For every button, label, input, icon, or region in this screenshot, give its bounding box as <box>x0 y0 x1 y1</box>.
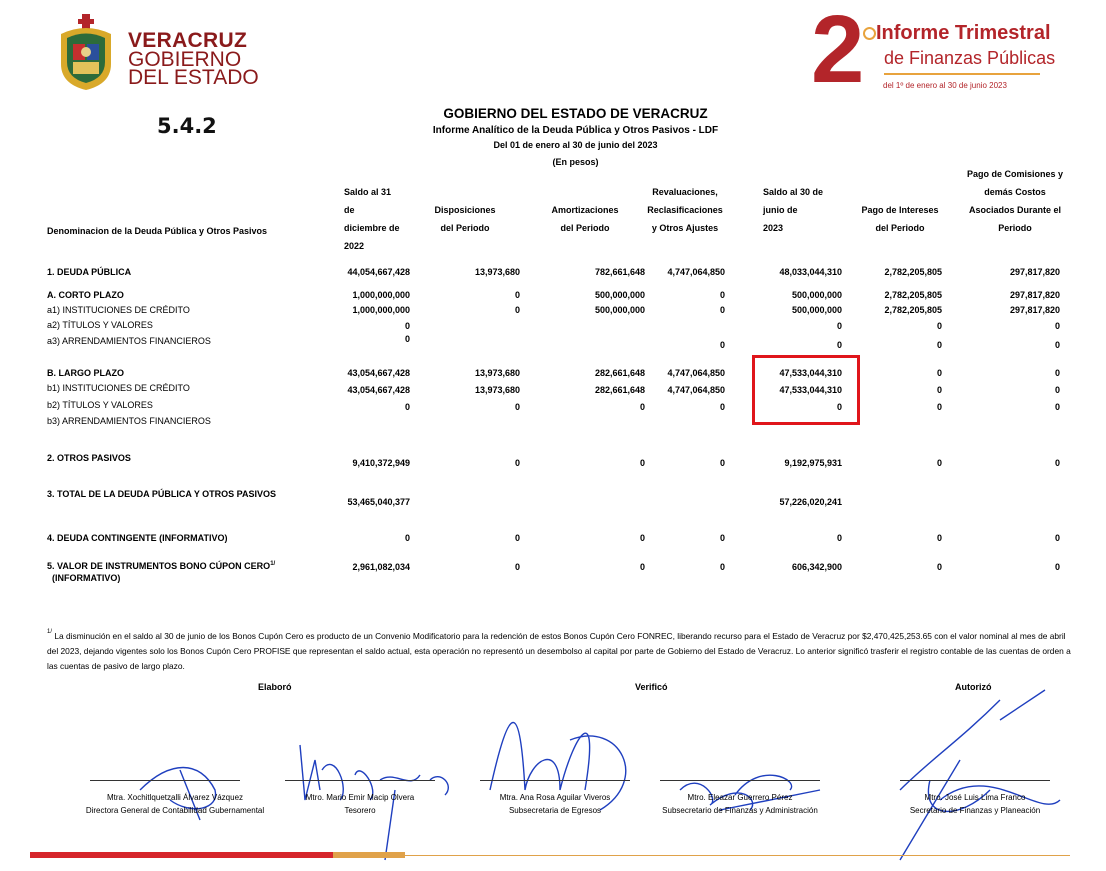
row-label-a3: a3) ARRENDAMIENTOS FINANCIEROS <box>47 336 211 346</box>
cell: 0 <box>514 402 520 412</box>
cell: 0 <box>1054 321 1060 331</box>
signature-line <box>660 780 820 781</box>
cell: 282,661,648 <box>594 385 645 395</box>
row-label-b2: b2) TÍTULOS Y VALORES <box>47 400 153 410</box>
footer-bar-gold <box>333 852 405 858</box>
signer-title: Subsecretaria de Egresos <box>508 806 602 815</box>
cell: 47,533,044,310 <box>779 385 842 395</box>
cell: 13,973,680 <box>474 368 520 378</box>
cell: 53,465,040,377 <box>347 497 410 507</box>
cell: 2,782,205,805 <box>884 290 942 300</box>
cell: 0 <box>514 458 520 468</box>
cell: 0 <box>836 321 842 331</box>
cell: 0 <box>936 533 942 543</box>
row-label-largo-plazo: B. LARGO PLAZO <box>47 368 124 378</box>
document-units: (En pesos) <box>552 157 599 167</box>
cell: 500,000,000 <box>594 305 645 315</box>
informe-trimestral-title: Informe Trimestral <box>876 22 1051 44</box>
cell: 0 <box>836 533 842 543</box>
signature-line <box>90 780 240 781</box>
cell: 0 <box>936 402 942 412</box>
cell: 44,054,667,428 <box>347 267 410 277</box>
cell: 0 <box>719 402 725 412</box>
cell: 0 <box>514 305 520 315</box>
cell: 0 <box>514 290 520 300</box>
cell: 0 <box>1054 385 1060 395</box>
cell: 0 <box>404 402 410 412</box>
cell: 13,973,680 <box>474 385 520 395</box>
autorizo-label: Autorizó <box>955 682 992 692</box>
cell: 43,054,667,428 <box>347 385 410 395</box>
cell: 500,000,000 <box>594 290 645 300</box>
row-label-bono-cupon-cero: 5. VALOR DE INSTRUMENTOS BONO CÚPON $CERO^{1/}$ <box>47 561 276 571</box>
footer-bar-red <box>30 852 333 858</box>
footnote-text: La disminución en el saldo al 30 de junio de los Bonos Cupón Cero es producto de un Convenio Modificatorio para la redención de estos Bonos Cupón Cero FONREC, liberando recurso para el Estado de Veracruz por $2,470,425,253.65 con el valor nominal al mes de abril del 2023, dejando vigentes solo los Bonos Cupón Cero PROFISE que representan el saldo actual, esta operación no representó un desembolso al capital por parte de Gobierno del Estado de Veracruz. Lo anterior significó trasferir el registro contable de las cuentas de orden a las cuentas de pasivo de largo plazo. <box>47 631 1071 672</box>
cell: 0 <box>836 340 842 350</box>
cell: 0 <box>514 533 520 543</box>
signature-line <box>285 780 435 781</box>
cell: 9,192,975,931 <box>784 458 842 468</box>
footnote-mark: 1/ <box>47 629 53 635</box>
document-title: GOBIERNO DEL ESTADO DE VERACRUZ <box>443 106 708 121</box>
col-header-saldo-2023: Saldo al 30 de junio de 2023 <box>763 187 824 233</box>
col-header-pago-comisiones: Pago de Comisiones y demás Costos Asociados Durante el Periodo <box>966 169 1064 233</box>
veracruz-coat-of-arms-logo <box>55 14 117 90</box>
cell: 0 <box>639 562 645 572</box>
signature-line <box>900 780 1050 781</box>
row-label-deuda-contingente: 4. DEUDA CONTINGENTE (INFORMATIVO) <box>47 533 228 543</box>
cell: 2,782,205,805 <box>884 267 942 277</box>
footnote <box>47 629 1077 675</box>
finanzas-publicas-title: de Finanzas Públicas <box>884 48 1056 68</box>
cell: 0 <box>1054 562 1060 572</box>
cell: 0 <box>936 368 942 378</box>
cell: 4,747,064,850 <box>667 385 725 395</box>
row-label-b1: b1) INSTITUCIONES DE CRÉDITO <box>47 383 190 393</box>
signature-line <box>480 780 630 781</box>
veracruz-wordmark: VERACRUZ <box>128 29 248 52</box>
cell: 0 <box>719 562 725 572</box>
cell: 2,961,082,034 <box>352 562 410 572</box>
cell: 297,817,820 <box>1009 305 1060 315</box>
cell: 0 <box>404 334 410 344</box>
document-period: Del 01 de enero al 30 de junio del 2023 <box>493 140 658 150</box>
cell: 9,410,372,949 <box>352 458 410 468</box>
row-label-b3: b3) ARRENDAMIENTOS FINANCIEROS <box>47 416 211 426</box>
cell: 1,000,000,000 <box>352 290 410 300</box>
cell: 0 <box>936 321 942 331</box>
cell: 0 <box>936 562 942 572</box>
signer-name: Mtro. Mario Emir Macip Olvera <box>305 793 415 802</box>
cell: 0 <box>404 321 410 331</box>
cell: 0 <box>1054 533 1060 543</box>
signer-title: Secretario de Finanzas y Planeación <box>909 806 1041 815</box>
quarter-number: 2 <box>811 0 865 103</box>
signer-title: Directora General de Contabilidad Gubernamental <box>85 806 265 815</box>
cell: 48,033,044,310 <box>779 267 842 277</box>
section-number: 5.4.2 <box>157 114 217 138</box>
cell: 0 <box>719 340 725 350</box>
footer-bar-line <box>405 855 1070 856</box>
verifico-label: Verificó <box>635 682 668 692</box>
cell: 0 <box>719 533 725 543</box>
cell: 0 <box>936 385 942 395</box>
cell: 0 <box>719 458 725 468</box>
cell: 0 <box>1054 340 1060 350</box>
cell: 0 <box>936 458 942 468</box>
row-label-corto-plazo: A. CORTO PLAZO <box>47 290 124 300</box>
cell: 2,782,205,805 <box>884 305 942 315</box>
gobierno-wordmark: GOBIERNO <box>128 48 242 71</box>
cell: 0 <box>719 305 725 315</box>
cell: 0 <box>936 340 942 350</box>
signer-title: Tesorero <box>344 806 376 815</box>
row-label-informativo: (INFORMATIVO) <box>52 573 121 583</box>
cell: 606,342,900 <box>791 562 842 572</box>
cell: 0 <box>514 562 520 572</box>
del-estado-wordmark: DEL ESTADO <box>128 66 259 89</box>
signer-title: Subsecretario de Finanzas y Administración <box>662 806 818 815</box>
cell: 0 <box>836 402 842 412</box>
cell: 0 <box>639 458 645 468</box>
cell: 782,661,648 <box>594 267 645 277</box>
cell: 13,973,680 <box>474 267 520 277</box>
cell: 0 <box>639 402 645 412</box>
period-note: del 1º de enero al 30 de junio 2023 <box>883 81 1007 90</box>
cell: 57,226,020,241 <box>779 497 842 507</box>
cell: 0 <box>1054 458 1060 468</box>
cell: 0 <box>404 533 410 543</box>
cell: 0 <box>1054 402 1060 412</box>
cell: 297,817,820 <box>1009 290 1060 300</box>
cell: 0 <box>1054 368 1060 378</box>
signer-name: Mtra. Xochitlquetzalli Álvarez Vázquez <box>106 793 244 802</box>
cell: 0 <box>639 533 645 543</box>
col-header-denominacion: Denominacion de la Deuda Pública y Otros Pasivos <box>47 226 268 236</box>
row-label-otros-pasivos: 2. OTROS PASIVOS <box>47 453 131 463</box>
cell: 500,000,000 <box>791 305 842 315</box>
cell: 4,747,064,850 <box>667 267 725 277</box>
document-subtitle: Informe Analítico de la Deuda Pública y Otros Pasivos - LDF <box>432 125 719 136</box>
row-label-deuda-publica: 1. DEUDA PÚBLICA <box>47 267 132 277</box>
signer-name: Mtra. Ana Rosa Aguilar Viveros <box>499 793 611 802</box>
col-header-amortizaciones: Amortizaciones del Periodo <box>551 205 619 233</box>
cell: 47,533,044,310 <box>779 368 842 378</box>
col-header-disposiciones: Disposiciones del Periodo <box>434 205 496 233</box>
cell: 43,054,667,428 <box>347 368 410 378</box>
highlight-box <box>752 355 860 425</box>
row-label-total: 3. TOTAL DE LA DEUDA PÚBLICA Y OTROS PASIVOS <box>47 489 277 499</box>
cell: 297,817,820 <box>1009 267 1060 277</box>
elaboro-label: Elaboró <box>258 682 292 692</box>
cell: 0 <box>719 290 725 300</box>
col-header-revaluaciones: Revaluaciones, Reclasificaciones y Otros Ajustes <box>647 187 723 233</box>
cell: 282,661,648 <box>594 368 645 378</box>
col-header-saldo-2022: Saldo al 31 de diciembre de 2022 <box>344 187 400 251</box>
cell: 1,000,000,000 <box>352 305 410 315</box>
row-label-a2: a2) TÍTULOS Y VALORES <box>47 320 153 330</box>
ordinal-ring-icon <box>863 27 876 40</box>
header-divider <box>884 73 1040 75</box>
cell: 4,747,064,850 <box>667 368 725 378</box>
signer-name: Mtro. José Luis Lima Franco <box>924 793 1026 802</box>
row-label-a1: a1) INSTITUCIONES DE CRÉDITO <box>47 305 190 315</box>
signer-name: Mtro. Eleazar Guerrero Pérez <box>687 793 793 802</box>
cell: 500,000,000 <box>791 290 842 300</box>
col-header-pago-intereses: Pago de Intereses del Periodo <box>861 205 939 233</box>
